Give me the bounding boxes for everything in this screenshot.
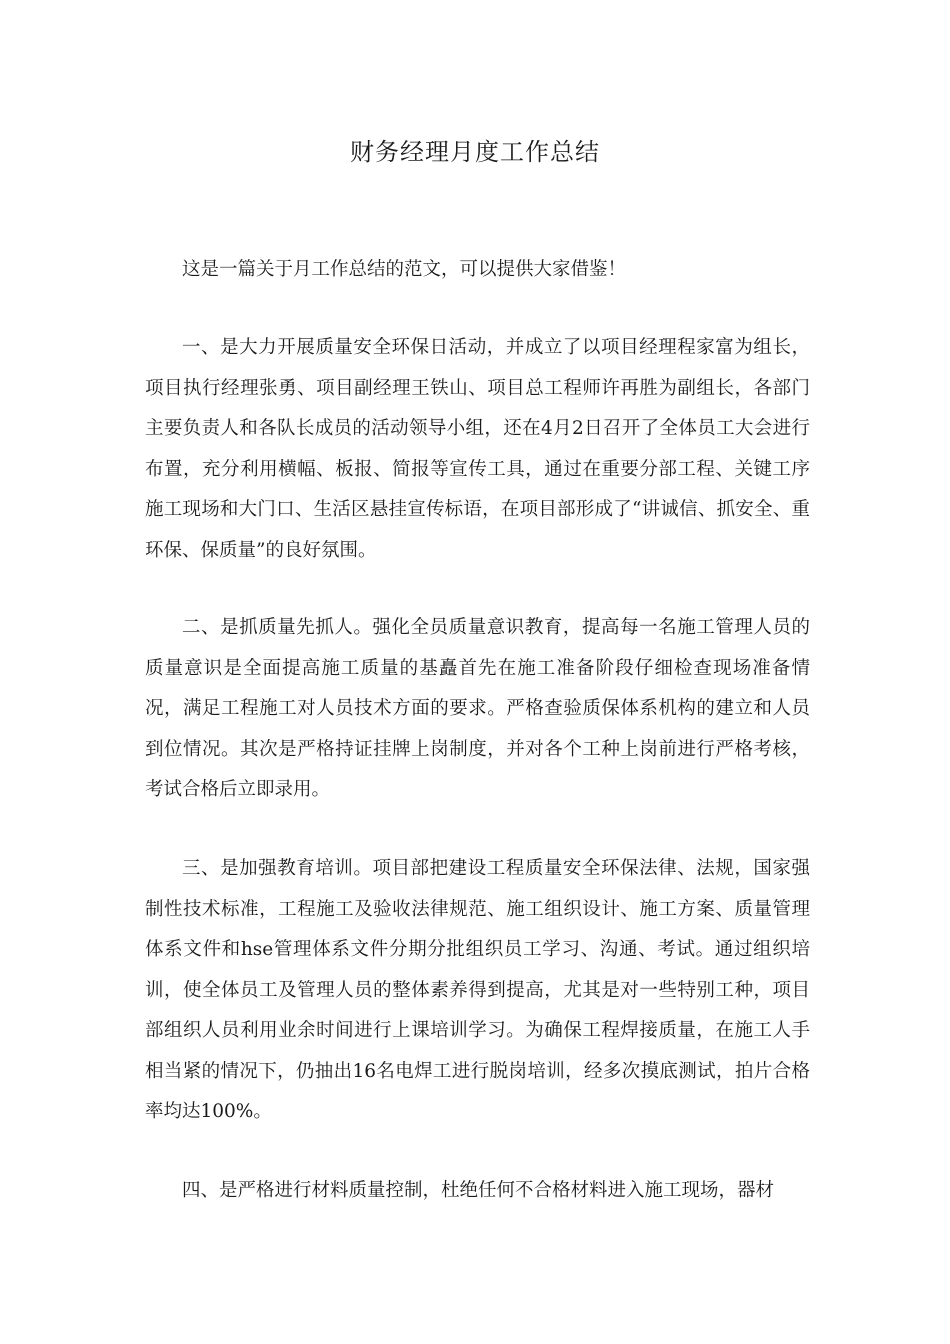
paragraph-3: 三、是加强教育培训。项目部把建设工程质量安全环保法律、法规，国家强制性技术标准，工程施工及验收法律规范、施工组织设计、施工方案、质量管理体系文件和hse管理体系文件分期分批组织员工学习、沟通、考试。通过组织培训，使全体员工及管理人员的整体素养得到提高，尤其是对一些特别工种，项目部组织人员利用业余时间进行上课培训学习。为确保工程焊接质量，在施工人手相当紧的情况下，仍抽出16名电焊工进行脱岗培训，经多次摸底测试，拍片合格率均达100%。 xyxy=(145,858,810,1122)
paragraph-2: 二、是抓质量先抓人。强化全员质量意识教育，提高每一名施工管理人员的质量意识是全面提高施工质量的基矗首先在施工准备阶段仔细检查现场准备情况，满足工程施工对人员技术方面的要求。严格查验质保体系机构的建立和人员到位情况。其次是严格持证挂牌上岗制度，并对各个工种上岗前进行严格考核，考试合格后立即录用。 xyxy=(145,617,810,800)
paragraph-1: 一、是大力开展质量安全环保日活动，并成立了以项目经理程家富为组长，项目执行经理张勇、项目副经理王铁山、项目总工程师许再胜为副组长，各部门主要负责人和各队长成员的活动领导小组，还在4月2日召开了全体员工大会进行布置，充分利用横幅、板报、简报等宣传工具，通过在重要分部工程、关键工序施工现场和大门口、生活区悬挂宣传标语，在项目部形成了“讲诚信、抓安全、重环保、保质量”的良好氛围。 xyxy=(145,337,810,561)
document-title: 财务经理月度工作总结 xyxy=(350,138,600,166)
intro-paragraph: 这是一篇关于月工作总结的范文，可以提供大家借鉴！ xyxy=(182,259,627,280)
paragraph-4: 四、是严格进行材料质量控制，杜绝任何不合格材料进入施工现场，器材 xyxy=(182,1180,775,1201)
